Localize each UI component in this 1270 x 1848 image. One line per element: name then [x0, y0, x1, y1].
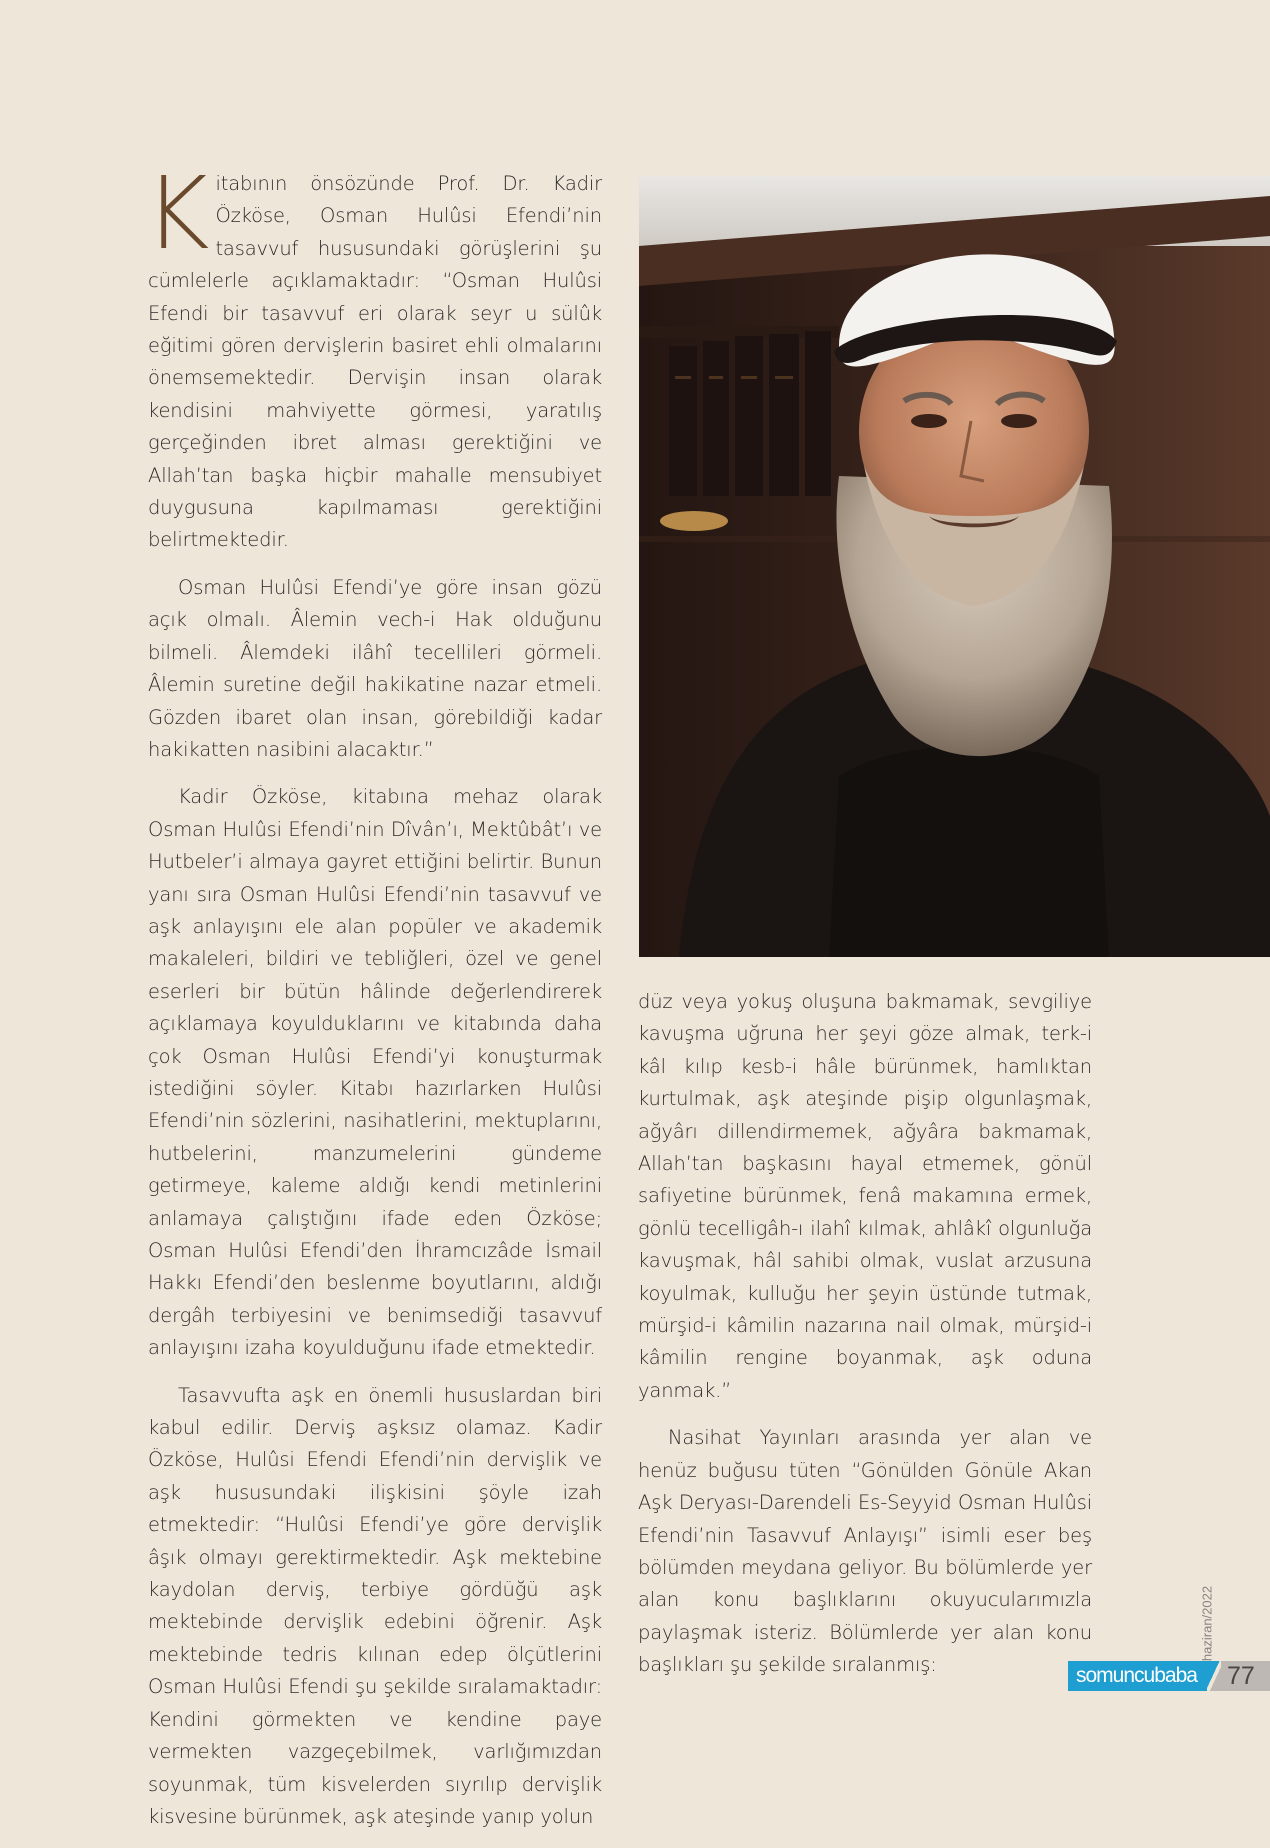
portrait-illustration [639, 176, 1270, 957]
paragraph-1 [144, 155, 602, 557]
paragraph-1-text: itabının önsözünde Prof. Dr. Kadir Özköse, Osman Hulûsi Efendi’nin tasavvuf hususundaki görüşlerini şu cümlelerle açıklamaktadır: “Osman Hulûsi Efendi bir tasavvuf eri olarak seyr u sülûk eğitimi gören dervişlerin basiret ehli olmalarını önemsemektedir. Dervişin insan olarak kendisini mahviyette görmesi, yaratılış gerçeğinden ibret alması gerektiğini ve Allah’tan başka hiçbir mahalle mensubiyet duygusuna kapılmaması gerektiğini belirtmektedir. [148, 172, 602, 552]
right-column [638, 986, 1092, 1697]
dropcap: K [144, 155, 210, 272]
paragraph-5: düz veya yokuş oluşuna bakmamak, sevgiliye kavuşma uğruna her şeyi göze almak, terk-i kâl kılıp kesb-i hâle bürünmek, hamlıktan kurtulmak, aşk ateşinde pişip olgunlaşmak, ağyârı dillendirmemek, ağyâra bakmamak, Allah’tan başkasını hayal etmemek, gönül safiyetine bürünmek, fenâ makamına ermek, gönlü tecelligâh-ı ilahî kılmak, ahlâkî olgunluğa kavuşmak, hâl sahibi olmak, vuslat arzusuna koyulmak, kulluğu her şeyin üstünde tutmak, mürşid-i kâmilin nazarına nail olmak, mürşid-i kâmilin rengine boyanmak, aşk oduna yanmak.” [638, 990, 1092, 1402]
left-column [144, 155, 602, 1848]
magazine-name: somuncubaba [1068, 1661, 1207, 1691]
issue-date [1198, 1580, 1218, 1670]
portrait-photo [639, 176, 1270, 957]
issue-date-label: haziran/2022 [1199, 1585, 1215, 1662]
paragraph-2: Osman Hulûsi Efendi’ye göre insan gözü açık olmalı. Âlemin vech-i Hak olduğunu bilmeli. Âlemdeki ilâhî tecellileri görmeli. Âlemin suretine değil hakikatine nazar etmeli. Gözden ibaret olan insan, görebildiği kadar hakikatten nasibini alacaktır.” [148, 575, 602, 761]
paragraph-6: Nasihat Yayınları arasında yer alan ve henüz buğusu tüten “Gönülden Gönüle Akan Aşk Deryası-Darendeli Es-Seyyid Osman Hulûsi Efendi’nin Tasavvuf Anlayışı” isimli eser beş bölümden meydana geliyor. Bu bölümlerde yer alan konu başlıklarını okuyucularımızla paylaşmak isteriz. Bölümlerde yer alan konu başlıkları şu şekilde sıralanmış: [638, 1426, 1092, 1677]
page-number: 77 [1221, 1661, 1270, 1691]
paragraph-4: Tasavvufta aşk en önemli hususlardan biri kabul edilir. Derviş aşksız olamaz. Kadir Özköse, Hulûsi Efendi Efendi’nin dervişlik ve aşk hususundaki ilişkisini şöyle izah etmektedir: “Hulûsi Efendi’ye göre dervişlik âşık olmayı gerektirmektedir. Aşk mektebine kaydolan derviş, terbiye gördüğü aşk mektebinde dervişlik edebini öğrenir. Aşk mektebinde tedris kılınan edep ölçütlerini Osman Hulûsi Efendi şu şekilde sıralamaktadır: Kendini görmekten ve kendine paye vermekten vazgeçebilmek, varlığımızdan soyunmak, tüm kisvelerden sıyrılıp dervişlik kisvesine bürünmek, aşk ateşinde yanıp yolun [148, 1383, 602, 1828]
paragraph-3: Kadir Özköse, kitabına mehaz olarak Osman Hulûsi Efendi’nin Dîvân’ı, Mektûbât’ı ve Hutbeler’i almaya gayret ettiğini belirtir. Bunun yanı sıra Osman Hulûsi Efendi’nin tasavvuf ve aşk anlayışını ele alan popüler ve akademik makaleleri, bildiri ve tebliğleri, özel ve genel eserleri bir bütün hâlinde değerlendirerek açıklamaya koyulduklarını ve kitabında daha çok Osman Hulûsi Efendi’yi konuşturmak istediğini söyler. Kitabı hazırlarken Hulûsi Efendi’nin sözlerini, nasihatlerini, mektuplarını, hutbelerini, manzumelerini gündeme getirmeye, kaleme aldığı kendi metinlerini anlamaya çalıştığını ifade eden Özköse; Osman Hulûsi Efendi’den İhramcızâde İsmail Hakkı Efendi’den beslenme boyutlarını, aldığı dergâh terbiyesini ve benimsediği tasavvuf anlayışını izaha koyulduğunu ifade etmektedir. [148, 785, 602, 1360]
footer-brand [1068, 1661, 1270, 1691]
brand-divider [1207, 1661, 1221, 1691]
